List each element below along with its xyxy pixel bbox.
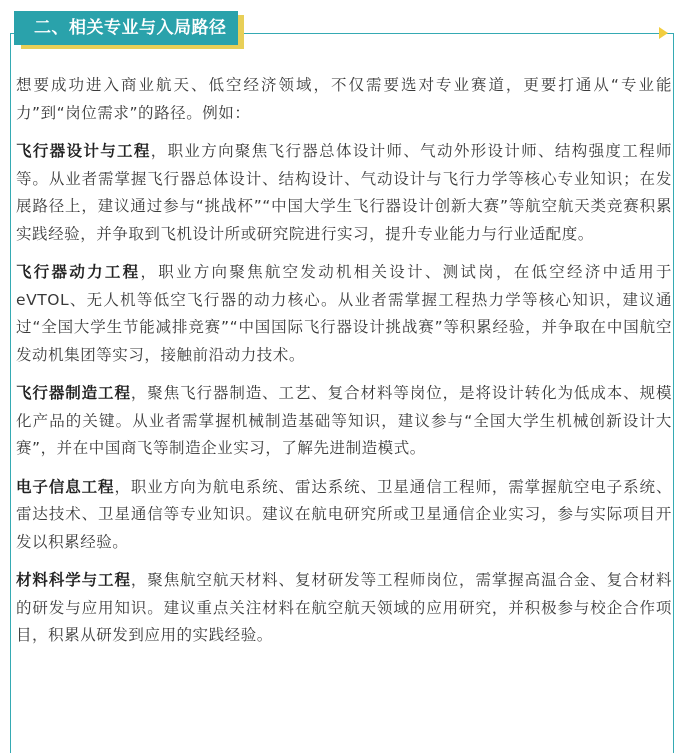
major-description: ，职业方向为航电系统、雷达系统、卫星通信工程师，需掌握航空电子系统、雷达技术、卫星通信等专业知识。建议在航电研究所或卫星通信企业实习，参与实际项目开发以积累经验。 bbox=[16, 477, 672, 551]
major-paragraph-manufacturing bbox=[16, 380, 672, 463]
major-name: 飞行器动力工程 bbox=[16, 263, 141, 281]
corner-arrow-icon bbox=[659, 27, 668, 39]
major-paragraph-materials bbox=[16, 567, 672, 650]
major-name: 飞行器制造工程 bbox=[16, 384, 131, 402]
major-paragraph-electronics bbox=[16, 474, 672, 557]
major-description: ，职业方向聚焦飞行器总体设计师、气动外形设计师、结构强度工程师等。从业者需掌握飞行器总体设计、结构设计、气动设计与飞行力学等核心专业知识；在发展路径上，建议通过参与“挑战杯”“中国大学生飞行器设计创新大赛”等航空航天类竞赛积累实践经验，并争取到飞机设计所或研究院进行实习，提升专业能力与行业适配度。 bbox=[16, 142, 672, 243]
major-description: ，聚焦航空航天材料、复材研发等工程师岗位，需掌握高温合金、复合材料的研发与应用知识。建议重点关注材料在航空航天领域的应用研究，并积极参与校企合作项目，积累从研发到应用的实践经验。 bbox=[16, 571, 673, 644]
major-description: ，聚焦飞行器制造、工艺、复合材料等岗位，是将设计转化为低成本、规模化产品的关键。从业者需掌握机械制造基础等知识，建议参与“全国大学生机械创新设计大赛”，并在中国商飞等制造企业实习，了解先进制造模式。 bbox=[16, 384, 673, 457]
major-name: 飞行器设计与工程 bbox=[16, 142, 151, 160]
major-paragraph-design bbox=[16, 138, 672, 248]
major-paragraph-power bbox=[16, 259, 672, 369]
major-description: ，职业方向聚焦航空发动机相关设计、测试岗，在低空经济中适用于eVTOL、无人机等低空飞行器的动力核心。从业者需掌握工程热力学等核心知识，建议通过“全国大学生节能减排竞赛”“中国国际飞行器设计挑战赛”等积累经验，并争取在中国航空发动机集团等实习，接触前沿动力技术。 bbox=[16, 263, 672, 364]
section-title: 二、相关专业与入局路径 bbox=[14, 11, 238, 45]
major-name: 电子信息工程 bbox=[16, 477, 115, 496]
major-name: 材料科学与工程 bbox=[16, 571, 131, 589]
article-body bbox=[16, 72, 672, 661]
intro-paragraph: 想要成功进入商业航天、低空经济领域，不仅需要选对专业赛道，更要打通从“专业能力”到“岗位需求”的路径。例如： bbox=[16, 76, 672, 122]
